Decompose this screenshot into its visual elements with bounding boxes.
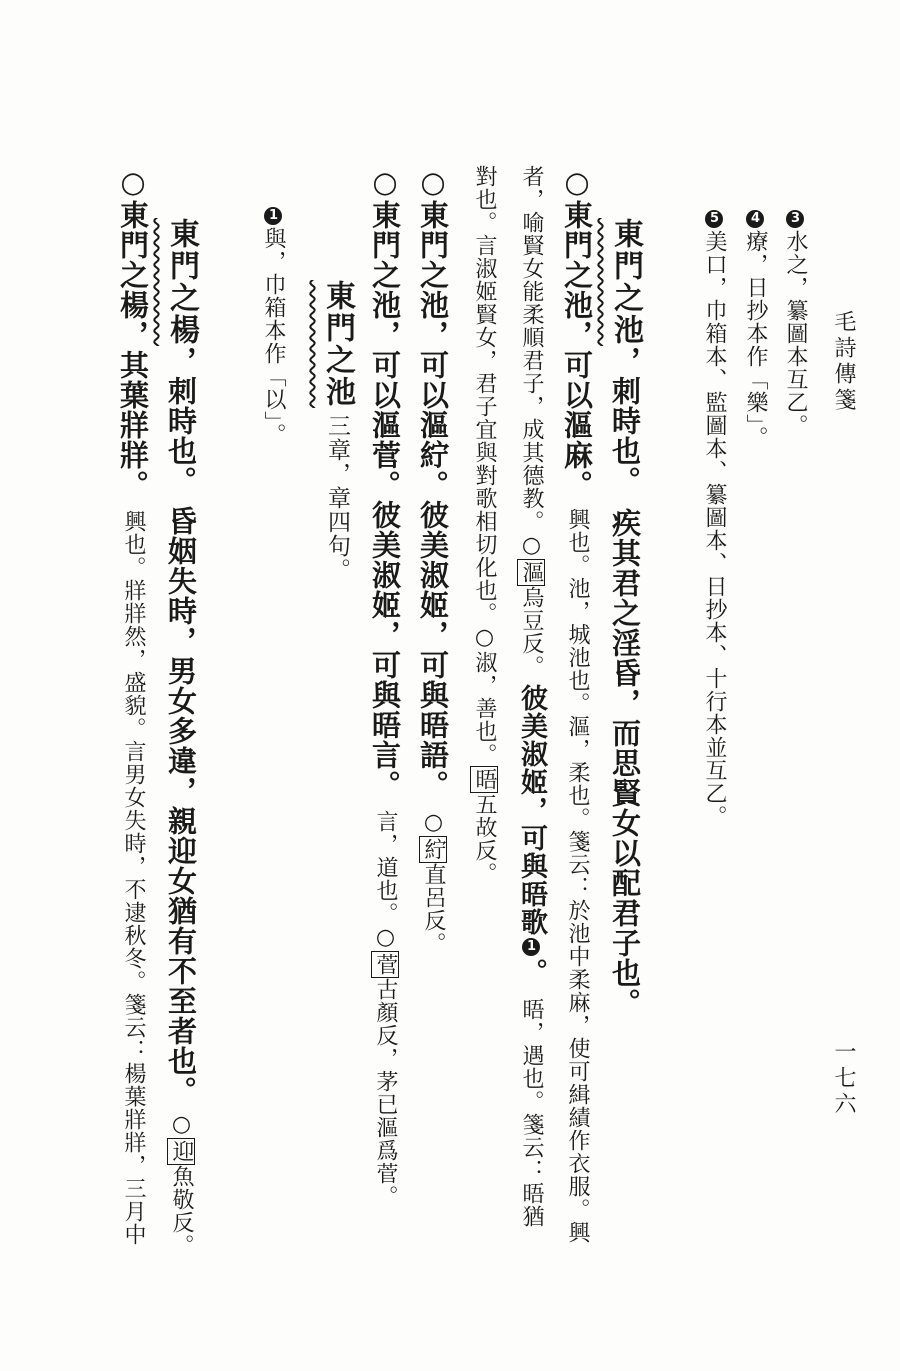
poem-note-1 [262, 205, 284, 446]
poem1-summary: 東門之池三章，章四句。 [320, 280, 355, 582]
phonetic-box: 迎 [169, 1140, 194, 1163]
poem1-title-repeat: 東門之池 [320, 280, 355, 408]
note-5 [703, 208, 725, 828]
phonetic-box: 紵 [421, 838, 446, 861]
note-text: 療，日抄本作「樂」。 [743, 230, 768, 449]
note-number: 1 [266, 208, 281, 224]
note-4 [744, 208, 766, 449]
note-marker: 1 [524, 939, 539, 955]
poem2-preface: 東門之楊，刺時也。昏姻失時，男女多違，親迎女猶有不至者也。○迎魚敬反。 [164, 218, 199, 1257]
poem1-stanza3: ○東門之池，可以漚菅。彼美淑姬，可與晤言。言，道也。○菅古顏反，茅已漚爲菅。 [368, 165, 402, 1208]
note-3 [784, 208, 806, 437]
note-number: 5 [707, 211, 722, 227]
note-number: 4 [748, 211, 763, 227]
poem1-stanza1-commentary: 者，喻賢女能柔順君子，成其德教。○漚烏豆反。彼美淑姬，可與晤歌1。晤，遇也。箋云：晤猶 [516, 165, 547, 1228]
note-text: 水之，纂圖本互乙。 [783, 230, 808, 437]
page-number: 一七六 [831, 1040, 856, 1118]
note-text: 與，巾箱本作「以」。 [261, 227, 286, 446]
note-number: 3 [788, 211, 803, 227]
phonetic-box: 菅 [373, 953, 398, 976]
phonetic-box: 漚 [519, 561, 544, 584]
note-text: 美口，巾箱本、監圖本、纂圖本、日抄本、十行本並互乙。 [702, 230, 727, 828]
poem1-title: 東門之池 [608, 218, 643, 346]
phonetic-box: 晤 [472, 768, 497, 791]
commentary: 興也。池，城池也。漚，柔也。箋云：於池中柔麻，使可緝績作衣服。興 [565, 508, 590, 1244]
poem1-stanza2: ○東門之池，可以漚紵。彼美淑姬，可與晤語。○紵直呂反。 [416, 165, 450, 955]
book-title: 毛詩傳箋 [831, 310, 856, 414]
commentary: 興也。牂牂然，盛貌。言男女失時，不逮秋冬。箋云：楊葉牂牂，三月中 [121, 510, 146, 1246]
poem1-preface: 東門之池，刺時也。疾其君之淫昏，而思賢女以配君子也。 [608, 218, 643, 1018]
poem2-title: 東門之楊 [164, 218, 199, 346]
poem1-stanza1-commentary-cont: 對也。言淑姬賢女，君子宜與對歌相切化也。○淑，善也。晤五故反。 [472, 165, 497, 885]
poem1-stanza1-line: ○東門之池，可以漚麻。興也。池，城池也。漚，柔也。箋云：於池中柔麻，使可緝績作衣服。興 [560, 165, 594, 1244]
poem2-stanza1: ○東門之楊，其葉牂牂。興也。牂牂然，盛貌。言男女失時，不逮秋冬。箋云：楊葉牂牂，三月中 [116, 165, 150, 1246]
